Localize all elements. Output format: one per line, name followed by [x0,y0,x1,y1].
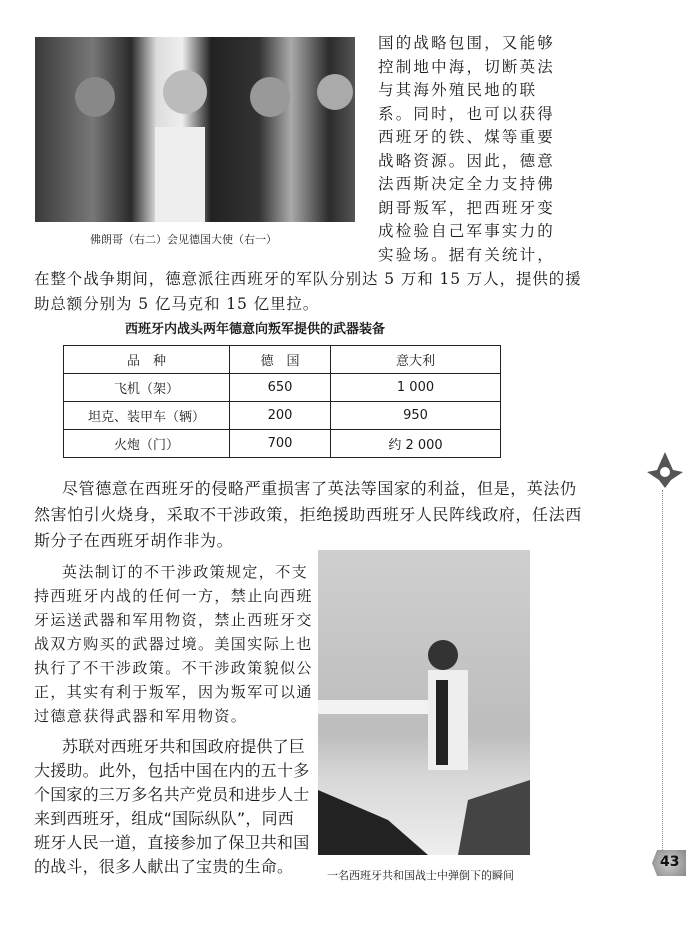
text-line: 助总额分别为 5 亿马克和 15 亿里拉。 [34,295,320,313]
photo-falling-soldier [318,550,530,855]
photo2-caption: 一名西班牙共和国战士中弹倒下的瞬间 [327,869,514,882]
photo1-caption: 佛朗哥（右二）会见德国大使（右一） [90,233,277,246]
text-line: 执行了不干涉政策。不干涉政策貌似公 [34,659,313,677]
text-line: 英法制订的不干涉政策规定，不支 [62,563,309,581]
photo-figures [35,37,355,222]
text-line: 的战斗，很多人献出了宝贵的生命。 [34,857,294,876]
table-cell: 约 2 000 [331,430,501,458]
table-cell: 火炮（门） [64,430,230,458]
text-line: 朗哥叛军，把西班牙变 [378,199,556,217]
text-line: 战略资源。因此，德意 [378,152,556,170]
text-line: 西班牙的铁、煤等重要 [378,128,556,146]
text-line: 牙运送武器和军用物资，禁止西班牙交 [34,611,313,629]
margin-dotted-line [662,490,663,850]
text-line: 持西班牙内战的任何一方，禁止向西班 [34,587,313,605]
table-cell: 1 000 [331,374,501,402]
weapons-table [63,345,501,458]
header-cell: 品 种 [64,346,230,374]
table-title: 西班牙内战头两年德意向叛军提供的武器装备 [125,322,386,337]
text-line: 战双方购买的武器过境。美国实际上也 [34,635,313,653]
table-cell: 200 [230,402,331,430]
table-row [64,402,501,430]
margin-ornament-icon [645,450,685,490]
header-cell: 德 国 [230,346,331,374]
text-line: 斯分子在西班牙胡作非为。 [34,531,234,550]
page-number: 43 [660,854,680,870]
table-cell: 700 [230,430,331,458]
text-line: 正，其实有利于叛军，因为叛军可以通 [34,683,313,701]
text-line: 苏联对西班牙共和国政府提供了巨 [62,737,306,756]
header-cell: 意大利 [331,346,501,374]
text-line: 成检验自己军事实力的 [378,222,556,240]
text-line: 然害怕引火烧身，采取不干涉政策，拒绝援助西班牙人民阵线政府，任法西 [34,505,582,524]
text-line: 实验场。据有关统计， [378,246,556,264]
table-row [64,430,501,458]
text-line: 个国家的三万多名共产党员和进步人士 [34,785,310,804]
table-cell: 950 [331,402,501,430]
table-row [64,374,501,402]
table-cell: 飞机（架） [64,374,230,402]
text-line: 控制地中海，切断英法 [378,58,556,76]
text-line: 过德意获得武器和军用物资。 [34,707,248,725]
text-line: 来到西班牙，组成“国际纵队”，同西 [34,809,294,828]
photo-soldier-figure [318,550,530,855]
text-line: 班牙人民一道，直接参加了保卫共和国 [34,833,310,852]
text-line: 在整个战争期间，德意派往西班牙的军队分别达 5 万和 15 万人，提供的援 [34,270,582,288]
text-line: 大援助。此外，包括中国在内的五十多 [34,761,310,780]
text-line: 与其海外殖民地的联 [378,81,538,99]
text-line: 国的战略包围，又能够 [378,34,556,52]
text-line: 法西斯决定全力支持佛 [378,175,556,193]
table-header-row [64,346,501,374]
table-cell: 650 [230,374,331,402]
text-line: 尽管德意在西班牙的侵略严重损害了英法等国家的利益，但是，英法仍 [62,479,577,498]
photo-franco-meeting-ambassador [35,37,355,222]
text-line: 系。同时，也可以获得 [378,105,556,123]
table-cell: 坦克、装甲车（辆） [64,402,230,430]
